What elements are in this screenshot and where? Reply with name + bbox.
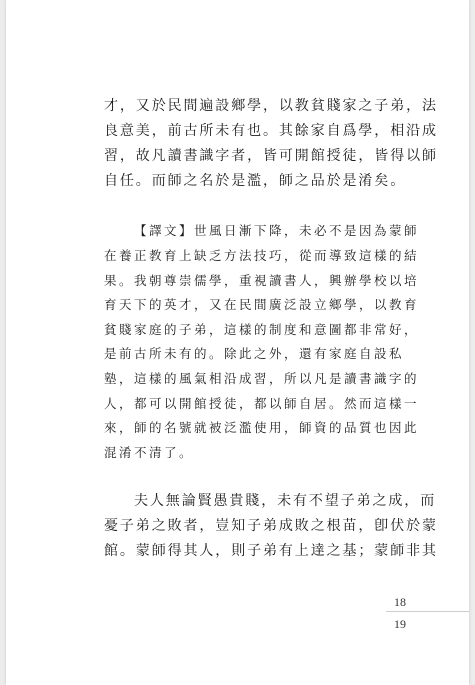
- translation-line: 人，都可以開館授徒，都以師自居。然而這樣一: [104, 396, 420, 411]
- text-line: 才，又於民間遍設鄉學，以教貧賤家之子弟，法: [104, 98, 438, 114]
- page-divider: [386, 611, 469, 612]
- translation-line: 在養正教育上缺乏方法技巧，從而導致這樣的結: [104, 248, 420, 263]
- next-page-number: 19: [394, 617, 406, 631]
- text-line: 習，故凡讀書識字者，皆可開館授徒，皆得以師: [104, 148, 438, 164]
- translation-line: 來，師的名號就被泛濫使用，師資的品質也因此: [104, 420, 420, 435]
- text-line: 憂子弟之敗者，豈知子弟成敗之根苗，卽伏於蒙: [104, 518, 438, 534]
- text-line: 館。蒙師得其人，則子弟有上達之基；蒙師非其: [104, 543, 438, 559]
- translation-line: 塾，這樣的風氣相沿成習，所以凡是讀書識字的: [104, 371, 420, 386]
- book-page: [6, 0, 469, 685]
- text-line: 自任。而師之名於是濫，師之品於是淆矣。: [104, 173, 407, 189]
- translation-line: 育天下的英才，又在民間廣泛設立鄉學，以教育: [104, 297, 420, 312]
- text-line: 夫人無論賢愚貴賤，未有不望子弟之成，而: [134, 493, 437, 509]
- page-number: 18: [394, 595, 406, 609]
- text-line: 良意美，前古所未有也。其餘家自爲學，相沿成: [104, 123, 438, 139]
- translation-line: 混淆不清了。: [104, 445, 195, 460]
- translation-line: 是前古所未有的。除此之外，還有家庭自設私: [104, 346, 405, 361]
- translation-line: 【譯文】世風日漸下降，未必不是因為蒙師: [134, 223, 420, 238]
- translation-line: 貧賤家庭的子弟，這樣的制度和意圖都非常好，: [104, 322, 420, 337]
- translation-line: 果。我朝尊崇儒學，重視讀書人，興辦學校以培: [104, 273, 420, 288]
